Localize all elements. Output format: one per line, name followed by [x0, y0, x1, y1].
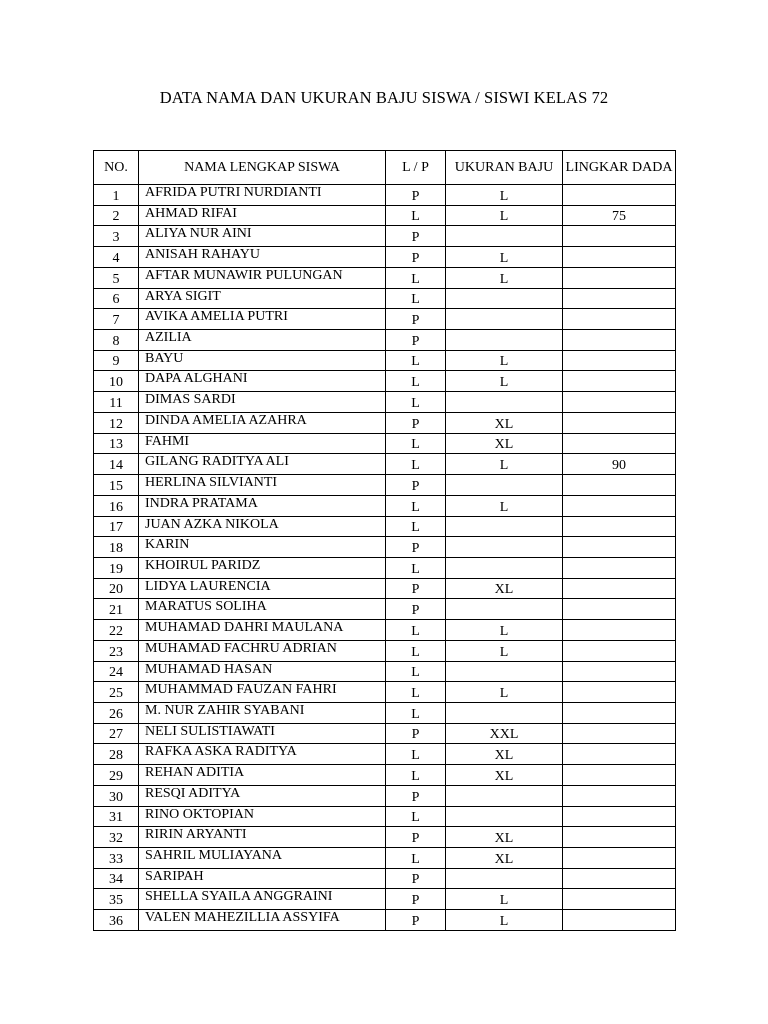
cell-name: ARYA SIGIT — [139, 288, 386, 309]
table-row — [94, 537, 676, 558]
cell-size: XL — [446, 578, 563, 599]
cell-size: L — [446, 640, 563, 661]
cell-chest — [563, 495, 676, 516]
student-size-table — [93, 150, 676, 931]
header-chest: LINGKAR DADA — [563, 151, 676, 185]
cell-no: 17 — [94, 516, 139, 537]
cell-gender: L — [386, 620, 446, 641]
table-row — [94, 433, 676, 454]
cell-gender: L — [386, 516, 446, 537]
cell-size: L — [446, 682, 563, 703]
table-row — [94, 868, 676, 889]
cell-no: 3 — [94, 226, 139, 247]
cell-no: 28 — [94, 744, 139, 765]
header-name: NAMA LENGKAP SISWA — [139, 151, 386, 185]
cell-size — [446, 309, 563, 330]
cell-chest — [563, 702, 676, 723]
cell-no: 10 — [94, 371, 139, 392]
cell-chest — [563, 578, 676, 599]
cell-chest — [563, 889, 676, 910]
table-row — [94, 516, 676, 537]
cell-gender: L — [386, 848, 446, 869]
cell-name: RINO OKTOPIAN — [139, 806, 386, 827]
cell-no: 29 — [94, 765, 139, 786]
cell-no: 7 — [94, 309, 139, 330]
cell-name: DIMAS SARDI — [139, 392, 386, 413]
cell-name: GILANG RADITYA ALI — [139, 454, 386, 475]
cell-chest — [563, 392, 676, 413]
cell-name: DAPA ALGHANI — [139, 371, 386, 392]
cell-no: 1 — [94, 185, 139, 206]
table-row — [94, 412, 676, 433]
cell-gender: L — [386, 205, 446, 226]
cell-chest — [563, 226, 676, 247]
cell-size — [446, 702, 563, 723]
cell-gender: P — [386, 247, 446, 268]
cell-size — [446, 330, 563, 351]
table-row — [94, 848, 676, 869]
cell-chest — [563, 537, 676, 558]
table-row — [94, 620, 676, 641]
cell-size — [446, 226, 563, 247]
cell-no: 33 — [94, 848, 139, 869]
cell-name: AFRIDA PUTRI NURDIANTI — [139, 185, 386, 206]
cell-no: 34 — [94, 868, 139, 889]
cell-no: 24 — [94, 661, 139, 682]
cell-gender: L — [386, 806, 446, 827]
cell-size: L — [446, 495, 563, 516]
cell-name: AFTAR MUNAWIR PULUNGAN — [139, 267, 386, 288]
cell-gender: L — [386, 371, 446, 392]
cell-size — [446, 661, 563, 682]
cell-name: MUHAMAD HASAN — [139, 661, 386, 682]
cell-name: AVIKA AMELIA PUTRI — [139, 309, 386, 330]
cell-size: L — [446, 205, 563, 226]
cell-name: REHAN ADITIA — [139, 765, 386, 786]
cell-no: 35 — [94, 889, 139, 910]
cell-no: 36 — [94, 910, 139, 931]
cell-no: 27 — [94, 723, 139, 744]
cell-chest — [563, 433, 676, 454]
cell-gender: P — [386, 537, 446, 558]
cell-chest — [563, 868, 676, 889]
cell-size — [446, 537, 563, 558]
cell-name: RIRIN ARYANTI — [139, 827, 386, 848]
cell-size: L — [446, 889, 563, 910]
cell-gender: L — [386, 392, 446, 413]
cell-gender: L — [386, 288, 446, 309]
cell-gender: P — [386, 309, 446, 330]
cell-size: L — [446, 185, 563, 206]
cell-gender: P — [386, 723, 446, 744]
cell-chest — [563, 516, 676, 537]
cell-chest — [563, 185, 676, 206]
cell-size: XL — [446, 765, 563, 786]
cell-size — [446, 288, 563, 309]
table-row — [94, 267, 676, 288]
cell-name: SAHRIL MULIAYANA — [139, 848, 386, 869]
document-title: DATA NAMA DAN UKURAN BAJU SISWA / SISWI KELAS 72 — [159, 88, 609, 107]
table-header-row — [94, 151, 676, 185]
cell-chest — [563, 247, 676, 268]
cell-size — [446, 475, 563, 496]
cell-chest — [563, 806, 676, 827]
cell-size — [446, 599, 563, 620]
table-row — [94, 661, 676, 682]
cell-size: XL — [446, 848, 563, 869]
cell-no: 23 — [94, 640, 139, 661]
cell-gender: L — [386, 765, 446, 786]
cell-chest — [563, 267, 676, 288]
cell-chest — [563, 744, 676, 765]
table-row — [94, 785, 676, 806]
cell-gender: P — [386, 412, 446, 433]
cell-chest — [563, 910, 676, 931]
cell-gender: L — [386, 267, 446, 288]
cell-size: XL — [446, 744, 563, 765]
header-size: UKURAN BAJU — [446, 151, 563, 185]
cell-chest — [563, 288, 676, 309]
cell-gender: L — [386, 433, 446, 454]
cell-chest — [563, 765, 676, 786]
cell-size — [446, 785, 563, 806]
cell-no: 6 — [94, 288, 139, 309]
cell-no: 15 — [94, 475, 139, 496]
cell-name: DINDA AMELIA AZAHRA — [139, 412, 386, 433]
cell-gender: P — [386, 578, 446, 599]
cell-name: JUAN AZKA NIKOLA — [139, 516, 386, 537]
table-body — [94, 185, 676, 931]
table-row — [94, 889, 676, 910]
table-row — [94, 557, 676, 578]
cell-gender: L — [386, 702, 446, 723]
cell-no: 14 — [94, 454, 139, 475]
cell-gender: L — [386, 557, 446, 578]
cell-no: 8 — [94, 330, 139, 351]
table-row — [94, 475, 676, 496]
cell-no: 26 — [94, 702, 139, 723]
cell-name: MARATUS SOLIHA — [139, 599, 386, 620]
table-row — [94, 682, 676, 703]
cell-name: KARIN — [139, 537, 386, 558]
cell-no: 2 — [94, 205, 139, 226]
cell-gender: L — [386, 682, 446, 703]
cell-no: 22 — [94, 620, 139, 641]
cell-name: BAYU — [139, 350, 386, 371]
cell-gender: P — [386, 889, 446, 910]
cell-gender: L — [386, 350, 446, 371]
cell-size — [446, 806, 563, 827]
table-row — [94, 578, 676, 599]
cell-chest: 75 — [563, 205, 676, 226]
cell-name: AHMAD RIFAI — [139, 205, 386, 226]
table-row — [94, 495, 676, 516]
cell-size: L — [446, 350, 563, 371]
cell-name: MUHAMAD FACHRU ADRIAN — [139, 640, 386, 661]
cell-chest — [563, 827, 676, 848]
cell-chest — [563, 309, 676, 330]
header-no: NO. — [94, 151, 139, 185]
cell-no: 18 — [94, 537, 139, 558]
cell-chest — [563, 350, 676, 371]
table-row — [94, 827, 676, 848]
cell-chest — [563, 620, 676, 641]
cell-no: 12 — [94, 412, 139, 433]
cell-size: L — [446, 371, 563, 392]
cell-size: XL — [446, 827, 563, 848]
cell-chest — [563, 557, 676, 578]
cell-size: XXL — [446, 723, 563, 744]
cell-name: FAHMI — [139, 433, 386, 454]
cell-gender: P — [386, 226, 446, 247]
table-row — [94, 330, 676, 351]
cell-name: RESQI ADITYA — [139, 785, 386, 806]
table-row — [94, 350, 676, 371]
cell-size — [446, 557, 563, 578]
cell-name: INDRA PRATAMA — [139, 495, 386, 516]
cell-chest — [563, 848, 676, 869]
cell-size: L — [446, 267, 563, 288]
cell-gender: P — [386, 475, 446, 496]
table-row — [94, 371, 676, 392]
cell-name: LIDYA LAURENCIA — [139, 578, 386, 599]
cell-name: MUHAMMAD FAUZAN FAHRI — [139, 682, 386, 703]
cell-no: 13 — [94, 433, 139, 454]
cell-name: AZILIA — [139, 330, 386, 351]
cell-chest: 90 — [563, 454, 676, 475]
cell-no: 4 — [94, 247, 139, 268]
cell-chest — [563, 723, 676, 744]
cell-name: RAFKA ASKA RADITYA — [139, 744, 386, 765]
cell-gender: P — [386, 910, 446, 931]
cell-no: 25 — [94, 682, 139, 703]
cell-chest — [563, 682, 676, 703]
cell-gender: L — [386, 640, 446, 661]
table-row — [94, 806, 676, 827]
cell-gender: L — [386, 744, 446, 765]
cell-size: L — [446, 454, 563, 475]
cell-gender: L — [386, 495, 446, 516]
table-row — [94, 309, 676, 330]
table-row — [94, 392, 676, 413]
cell-size: XL — [446, 433, 563, 454]
cell-name: NELI SULISTIAWATI — [139, 723, 386, 744]
cell-name: SHELLA SYAILA ANGGRAINI — [139, 889, 386, 910]
table-row — [94, 454, 676, 475]
table-row — [94, 288, 676, 309]
cell-gender: P — [386, 185, 446, 206]
cell-size: L — [446, 247, 563, 268]
cell-no: 32 — [94, 827, 139, 848]
cell-chest — [563, 330, 676, 351]
table-row — [94, 702, 676, 723]
cell-name: VALEN MAHEZILLIA ASSYIFA — [139, 910, 386, 931]
cell-chest — [563, 785, 676, 806]
cell-no: 19 — [94, 557, 139, 578]
table-row — [94, 599, 676, 620]
cell-chest — [563, 661, 676, 682]
cell-name: M. NUR ZAHIR SYABANI — [139, 702, 386, 723]
cell-gender: P — [386, 868, 446, 889]
table-row — [94, 910, 676, 931]
cell-size — [446, 516, 563, 537]
cell-size: L — [446, 910, 563, 931]
table-row — [94, 765, 676, 786]
table-row — [94, 226, 676, 247]
cell-name: MUHAMAD DAHRI MAULANA — [139, 620, 386, 641]
cell-chest — [563, 640, 676, 661]
table-row — [94, 247, 676, 268]
cell-size — [446, 868, 563, 889]
cell-no: 21 — [94, 599, 139, 620]
cell-gender: P — [386, 785, 446, 806]
cell-no: 11 — [94, 392, 139, 413]
cell-gender: P — [386, 330, 446, 351]
cell-size — [446, 392, 563, 413]
cell-name: HERLINA SILVIANTI — [139, 475, 386, 496]
cell-no: 20 — [94, 578, 139, 599]
cell-name: KHOIRUL PARIDZ — [139, 557, 386, 578]
cell-no: 9 — [94, 350, 139, 371]
cell-name: SARIPAH — [139, 868, 386, 889]
cell-chest — [563, 475, 676, 496]
table-row — [94, 185, 676, 206]
cell-size: L — [446, 620, 563, 641]
cell-chest — [563, 412, 676, 433]
cell-name: ANISAH RAHAYU — [139, 247, 386, 268]
table-row — [94, 744, 676, 765]
cell-no: 31 — [94, 806, 139, 827]
header-gender: L / P — [386, 151, 446, 185]
cell-gender: P — [386, 827, 446, 848]
cell-no: 16 — [94, 495, 139, 516]
table-row — [94, 723, 676, 744]
cell-no: 30 — [94, 785, 139, 806]
cell-gender: L — [386, 454, 446, 475]
table-row — [94, 205, 676, 226]
cell-size: XL — [446, 412, 563, 433]
cell-gender: L — [386, 661, 446, 682]
cell-name: ALIYA NUR AINI — [139, 226, 386, 247]
cell-chest — [563, 371, 676, 392]
table-row — [94, 640, 676, 661]
cell-gender: P — [386, 599, 446, 620]
cell-no: 5 — [94, 267, 139, 288]
cell-chest — [563, 599, 676, 620]
